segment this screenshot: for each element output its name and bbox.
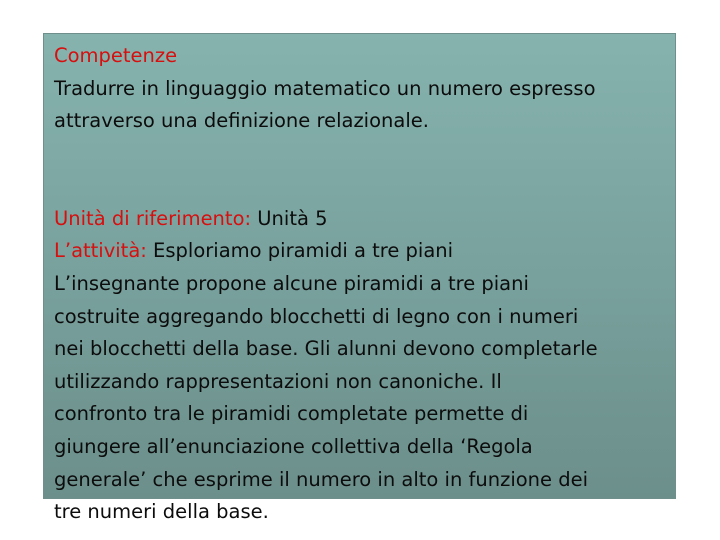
unita-row <box>54 203 665 236</box>
attivita-label: L’attività: <box>54 239 147 263</box>
description-line: nei blocchetti della base. Gli alunni devono completarle <box>54 337 598 361</box>
description-line: utilizzando rappresentazioni non canoniche. Il <box>54 369 502 393</box>
content-panel <box>43 33 676 524</box>
competenze-heading: Competenze <box>54 44 178 67</box>
attivita-value: Esploriamo piramidi a tre piani <box>146 239 454 263</box>
description-line: L’insegnante propone alcune piramidi a tre piani <box>54 271 529 295</box>
description-line: costruite aggregando blocchetti di legno con i numeri <box>54 304 579 328</box>
description-line: tre numeri della base. <box>54 500 269 524</box>
description-line: confronto tra le piramidi completate permette di <box>54 402 529 426</box>
description-line: generale’ che esprime il numero in alto in funzione dei <box>54 467 589 491</box>
competenze-line-2: attraverso una definizione relazionale. <box>54 109 429 133</box>
attivita-row <box>54 235 665 268</box>
description-line: giungere all’enunciazione collettiva della ‘Regola <box>54 434 533 458</box>
unita-value: Unità 5 <box>251 206 328 230</box>
competenze-line-1: Tradurre in linguaggio matematico un numero espresso <box>54 76 596 100</box>
unita-label: Unità di riferimento: <box>54 206 252 230</box>
spacer <box>54 138 665 203</box>
